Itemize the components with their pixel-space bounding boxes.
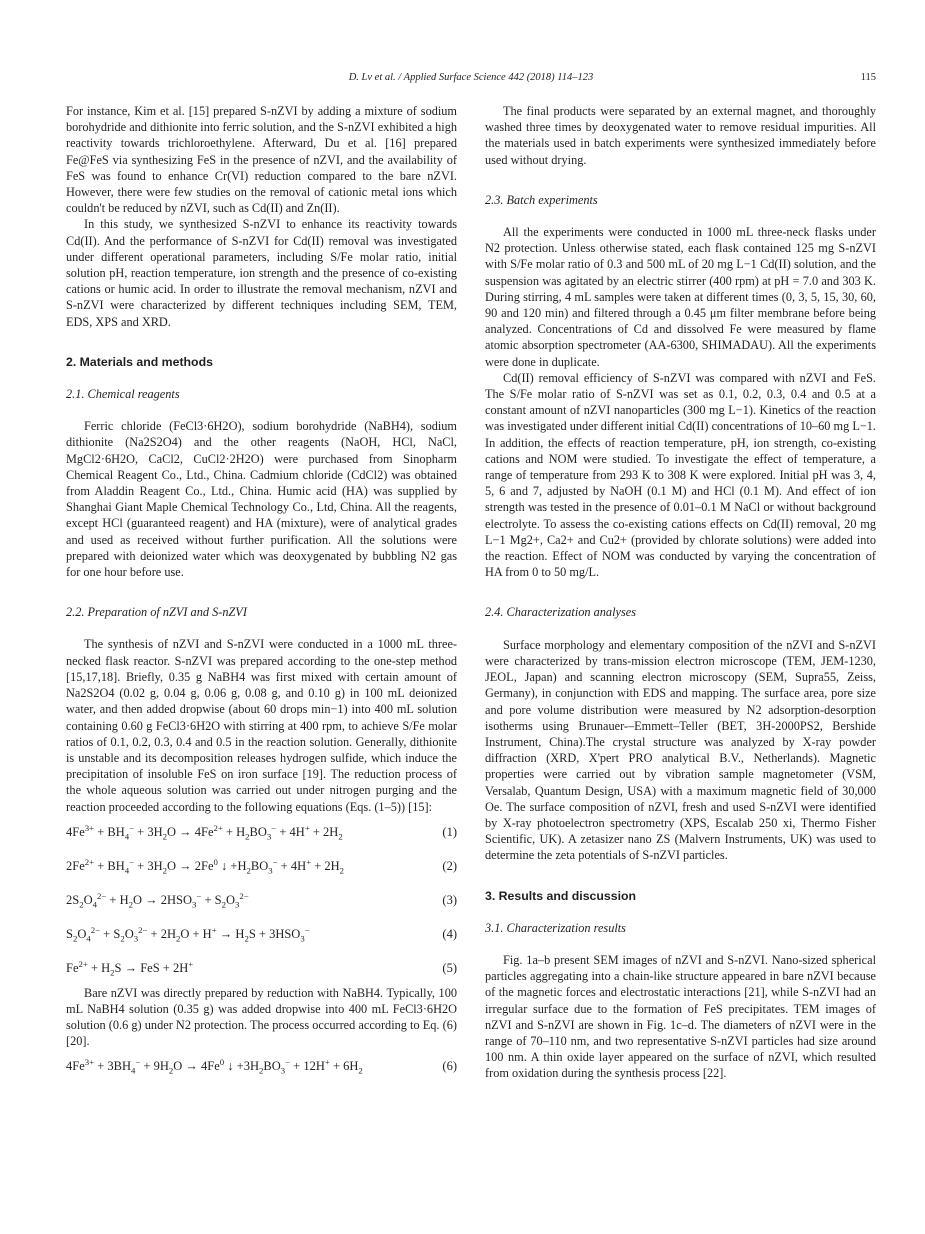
equation-2: $2Fe^{2+} + BH_4^- + 3H_2O \to 2Fe^0$ ↓ $+H_2BO_3^- + 4H^+ + 2H_2$ (2) bbox=[66, 856, 457, 876]
equation-5: $Fe^{2+} + H_2S$ → FeS + 2H+ (5) bbox=[66, 958, 457, 978]
section-heading: 2. Materials and methods bbox=[66, 354, 213, 369]
paragraph: For instance, Kim et al. [15] prepared S-nZVI by adding a mixture of sodium borohydride and dithionite into ferric solution, and the S-nZVI exhibited a high reactivity towards trichloroethylene. Afterward, Du et al. [16] prepared Fe@FeS via synthesizing FeS in the presence of nZVI, and the availability of FeS was found to enhance Cr(VI) reduction compared to the bare nZVI. However, there were few studies on the removal of cationic metal ions which couldn't be reduced by nZVI, such as Cd(II) and Zn(II). bbox=[66, 104, 457, 216]
equation-number: (3) bbox=[442, 892, 457, 907]
subsection-heading: 2.1. Chemical reagents bbox=[66, 387, 180, 402]
subsection-heading: 2.4. Characterization analyses bbox=[485, 605, 636, 620]
paragraph: In this study, we synthesized S-nZVI to enhance its reactivity towards Cd(II). And the performance of S-nZVI for Cd(II) removal was investigated under different operational parameters, including S/Fe molar ratio, initial solution pH, reaction temperature, ion strength and the presence of co-existing cations or humic acid. In order to illustrate the removal mechanism, nZVI and S-nZVI were characterized by different techniques including SEM, TEM, EDS, XPS and XRD. bbox=[66, 217, 457, 329]
equation-number: (5) bbox=[442, 960, 457, 975]
running-header bbox=[66, 72, 876, 88]
paragraph: Surface morphology and elementary composition of the nZVI and S-nZVI were characterized by trans-mission electron microscope (TEM, JEM-1230, JEOL, Japan) and scanning electron microscopy (SEM, Supra55, Zeiss, Germany), in conjunction with EDS and mapping. The surface area, pore size and pore volume distribution were measured by N2 adsorption-desorption isotherms using Brunauer-–Emmett–Teller (BET, 3H-2000PS2, Bershide Instrument, China).The crystal structure was analyzed by X-ray powder diffraction (XRD, X'pert PRO analytical B.V., Netherlands). Magnetic properties were carried out by vibration sample magnetometer (VSM, Versalab, Quantum Design, USA) with a maximum magnetic field of 30,000 Oe. The surface composition of nZVI, fresh and used S-nZVI were identified by X-ray photoelectron spectrometry (XPS, Escalab 250 xi, Thermo Fisher Scientific, UK). A zetasizer nano ZS (Malvern Instruments, UK) was used to determine the zeta potentials of S-nZVI particles. bbox=[485, 637, 876, 863]
right-column bbox=[485, 103, 876, 1082]
paragraph: Bare nZVI was directly prepared by reduction with NaBH4. Typically, 100 mL NaBH4 solution (0.35 g) was added dropwise into 400 mL FeCl3·6H2O solution (0.6 g) under N2 protection. The process occurred according to Eq. (6) [20]. bbox=[66, 985, 457, 1049]
page-number: 115 bbox=[860, 72, 876, 83]
equation-1: $4Fe^{3+} + BH_4^- + 3H_2O \to 4Fe^{2+} + H_2BO_3^- + 4H^+ + 2H_2$ (1) bbox=[66, 822, 457, 842]
left-column bbox=[66, 103, 457, 1084]
equation-number: (6) bbox=[442, 1059, 457, 1074]
equation-number: (4) bbox=[442, 926, 457, 941]
journal-citation: D. Lv et al. / Applied Surface Science 442 (2018) 114–123 bbox=[348, 72, 594, 83]
equation-6: $4Fe^{3+} + 3BH_4^- + 9H_2O \to 4Fe^0$ ↓ $+3H_2BO_3^- + 12H^+ + 6H_2$ (6) bbox=[66, 1057, 457, 1076]
section-heading: 3. Results and discussion bbox=[485, 888, 637, 903]
paragraph: Ferric chloride (FeCl3·6H2O), sodium borohydride (NaBH4), sodium dithionite (Na2S2O4) and the other reagents (NaOH, HCl, NaCl, MgCl2·6H2O, CaCl2, CuCl2·2H2O) were purchased from Sinopharm Chemical Reagent Co., Ltd., China. Cadmium chloride (CdCl2) was obtained from Aladdin Reagent Co., Ltd., China. Humic acid (HA) was supplied by Shanghai Giant Maple Chemical Technology Co., Ltd, China. All the reagents, except HCl (guaranteed reagent) and HA (mixture), were of analytical grades and used as received without further purification. All the solutions were prepared with deionized water which was deoxygenated by bubbling N2 gas for one hour before use. bbox=[66, 419, 457, 580]
paragraph: Fig. 1a–b present SEM images of nZVI and S-nZVI. Nano-sized spherical particles aggregating into a chain-like structure appeared in bare nZVI because of the magnetic forces and electrostatic interactions [21], while S-nZVI had an irregular surface due to the formation of FeS precipitates. TEM images of nZVI and S-nZVI are shown in Fig. 1c–d. The diameters of nZVI were in the range of 70–110 nm, and two representative S-nZVI particles had size around 100 nm. A thin oxide layer appeared on the surface of nZVI, which resulted from oxidation during the synthesis process [22]. bbox=[485, 952, 876, 1081]
equation-number: (2) bbox=[442, 858, 457, 873]
paragraph: The synthesis of nZVI and S-nZVI were conducted in a 1000 mL three-necked flask reactor. S-nZVI was prepared according to the one-step method [15,17,18]. Briefly, 0.35 g NaBH4 was first mixed with certain amount of Na2S2O4 (0.02 g, 0.04 g, 0.06 g, 0.08 g, and 0.10 g) in 100 mL deionized water, and then added dropwise (about 60 drops min−1) into 400 mL solution containing 0.60 g FeCl3·6H2O with stirring at 400 rpm, to achieve S/Fe molar ratios of 0.1, 0.2, 0.3, 0.4 and 0.5 in the reaction solution. Generally, dithionite is unstable and its decomposition releases hydrogen sulfide, which induce the precipitation of insoluble FeS on iron surface [19]. The reduction process of the whole aqueous solution was carried out under nitrogen purging and the reaction proceeded according to the following equations (Eqs. (1–5)) [15]: bbox=[66, 637, 457, 814]
subsection-heading: 3.1. Characterization results bbox=[485, 920, 626, 935]
paragraph: Cd(II) removal efficiency of S-nZVI was compared with nZVI and FeS. The S/Fe molar ratio of S-nZVI was set as 0.1, 0.2, 0.3, 0.4 and 0.5 at a constant amount of nZVI nanoparticles (300 mg L−1). Kinetics of the reaction was investigated under different initial Cd(II) concentrations of 10–60 mg L−1. In addition, the effects of reaction temperature, pH, ion strength, co-existing cations and NOM were studied. To investigate the effect of temperature, a range of temperature from 293 K to 308 K were explored. Initial pH was 3, 4, 5, 6 and 7, adjusted by NaOH (0.1 M) and HCl (0.1 M). And effect of ion strength was tested in the presence of 0.01–0.1 M NaCl or without background electrolyte. To assess the co-existing cations effects on Cd(II) removal, 20 mg L−1 Mg2+, Ca2+ and Cu2+ (provided by chlorate solutions) were added into the reaction. Effect of NOM was conducted by varying the concentration of HA from 0 to 50 mg/L. bbox=[485, 370, 876, 580]
equation-4: $S_2O_4^{2-} + S_2O_3^{2-} + 2H_2O + H^+ \to H_2S + 3HSO_3^-$ (4) bbox=[66, 924, 457, 944]
paragraph: All the experiments were conducted in 1000 mL three-neck flasks under N2 protection. Unless otherwise stated, each flask contained 125 mg S-nZVI with S/Fe molar ratio of 0.3 and 500 mL of 20 mg L−1 Cd(II) solution, and the suspension was agitated by an electric stirrer (400 rpm) at pH = 7.0 and 303 K. During stirring, 4 mL samples were taken at different times (0, 3, 5, 15, 30, 60, 90 and 120 min) and filtered through a 0.45 μm filter membrane before being analyzed. Concentrations of Cd and dissolved Fe were measured by flame atomic absorption spectrometer (AA-6300, SHIMADAU). All the experiments were done in duplicate. bbox=[485, 225, 876, 369]
equation-number: (1) bbox=[442, 824, 457, 839]
paragraph: The final products were separated by an external magnet, and thoroughly washed three times by deoxygenated water to remove residual impurities. All the materials used in batch experiments were synthesized immediately before used without drying. bbox=[485, 104, 876, 167]
subsection-heading: 2.2. Preparation of nZVI and S-nZVI bbox=[66, 605, 247, 620]
equation-3: $2S_2O_4^{2-} + H_2O \to 2HSO_3^- + S_2O_3^{2-}$ (3) bbox=[66, 890, 457, 910]
subsection-heading: 2.3. Batch experiments bbox=[485, 192, 598, 207]
